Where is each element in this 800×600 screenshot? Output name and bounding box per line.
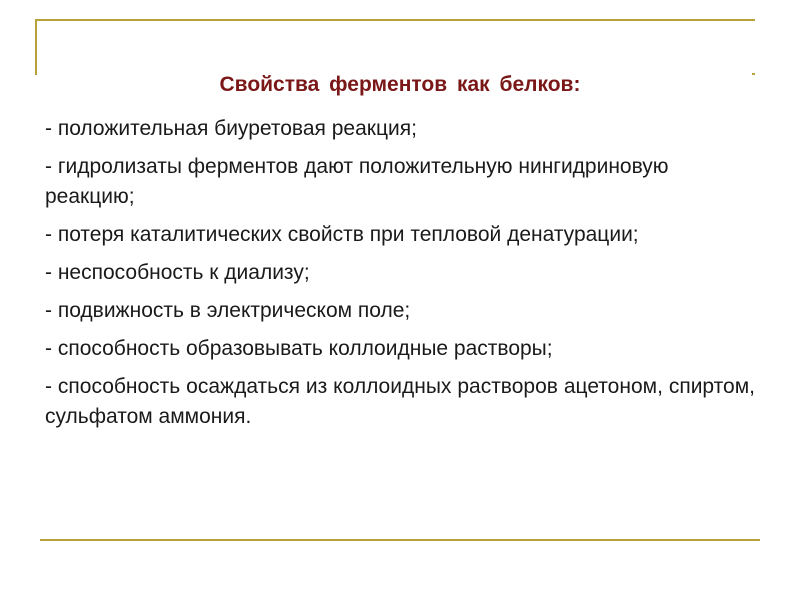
list-item: - способность образовывать коллоидные растворы;	[45, 337, 553, 360]
list-item: - способность осаждаться из коллоидных растворов ацетоном, спиртом, сульфатом аммония.	[45, 375, 755, 428]
properties-list	[45, 114, 755, 440]
list-item: - неспособность к диализу;	[45, 261, 310, 284]
list-item: - положительная биуретовая реакция;	[45, 117, 417, 140]
frame-top-line	[35, 19, 755, 21]
list-item: - потеря каталитических свойств при тепловой денатурации;	[45, 223, 639, 246]
frame-bottom-line	[40, 539, 760, 541]
list-item: - гидролизаты ферментов дают положительную нингидриновую реакцию;	[45, 155, 669, 208]
frame-left-line	[35, 19, 37, 75]
slide-title: Свойства ферментов как белков:	[219, 73, 581, 96]
list-item: - подвижность в электрическом поле;	[45, 299, 411, 322]
